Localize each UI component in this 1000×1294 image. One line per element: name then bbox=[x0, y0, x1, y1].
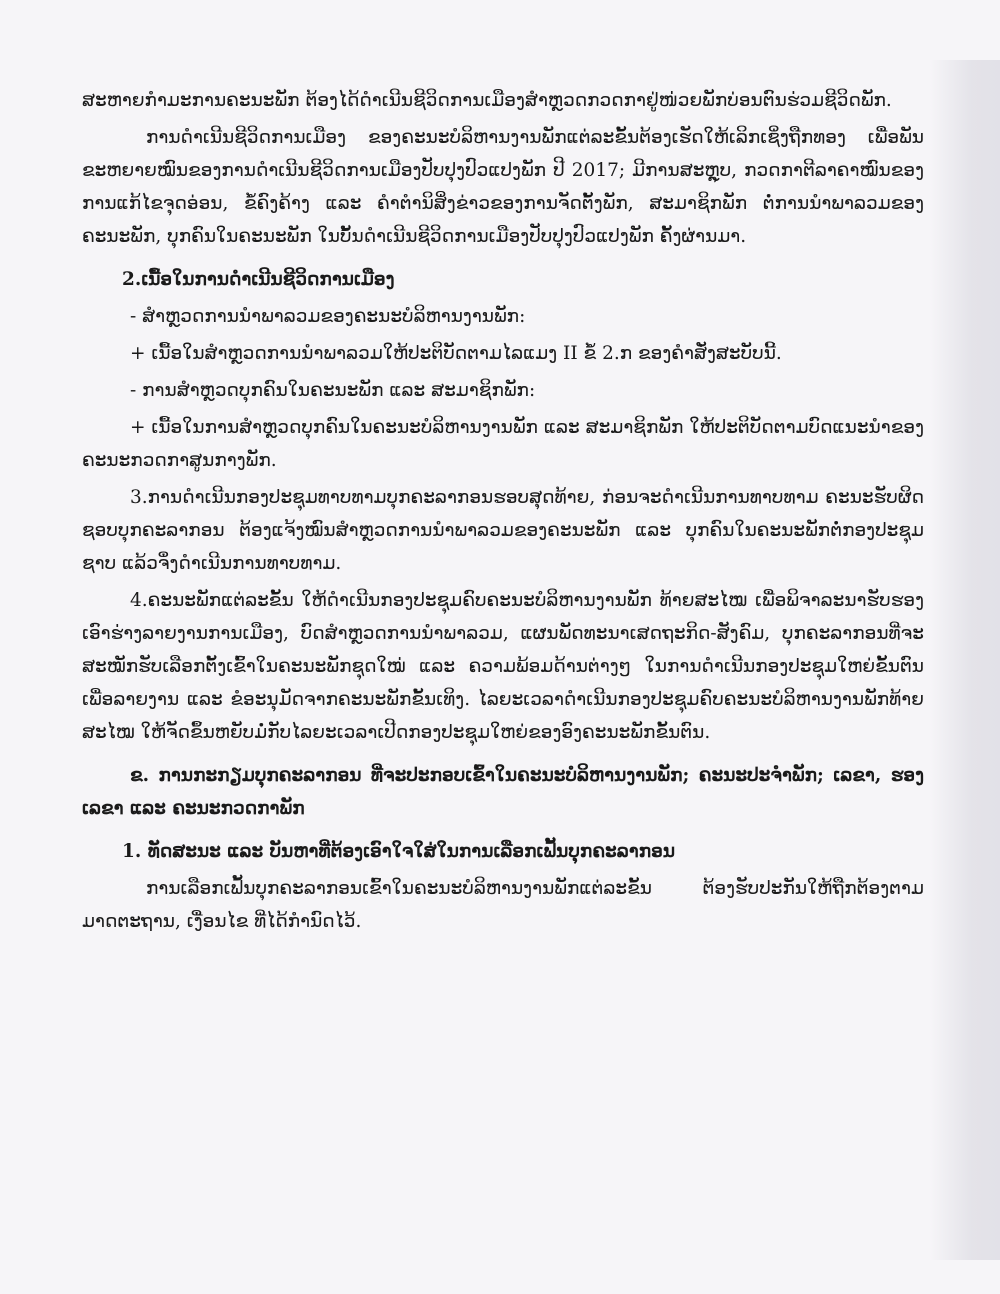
section-heading-kho: ຂ. ການກະກຽມບຸກຄະລາກອນ ທີ່ຈະປະກອບເຂົ້າໃນຄະນະບໍລິຫານງານພັກ; ຄະນະປະຈຳພັກ; ເລຂາ, ຮອງເລຂາ ແລະ ຄະນະກວດກາພັກ bbox=[82, 765, 924, 819]
scan-shadow-edge bbox=[930, 60, 1000, 1260]
list-item-2: + ເນື້ອໃນສຳຫຼວດການນຳພາລວມໃຫ້ປະຕິບັດຕາມໄລແມງ II ຂໍ້ 2.ກ ຂອງຄຳສັ່ງສະບັບນີ້. bbox=[130, 343, 782, 364]
paragraph-3: 3.ການດຳເນີນກອງປະຊຸມທາບທາມບຸກຄະລາກອນຮອບສຸດທ້າຍ, ກ່ອນຈະດຳເນີນການທາບທາມ ຄະນະຮັບຜິດຊອບບຸກຄະລາກອນ ຕ້ອງແຈ້ງໝົນສຳຫຼວດການນຳພາລວມຂອງຄະນະພັກ ແລະ ບຸກຄົນໃນຄະນະພັກຕໍ່ກອງປະຊຸມຊາບ ແລ້ວຈຶ່ງດຳເນີນການທາບທາມ. bbox=[82, 487, 924, 574]
document-body bbox=[82, 84, 924, 942]
list-item-3: - ການສຳຫຼວດບຸກຄົນໃນຄະນະພັກ ແລະ ສະມາຊິກພັກ: bbox=[130, 380, 536, 401]
paragraph-1: ສະຫາຍກຳມະການຄະນະພັກ ຕ້ອງໄດ້ດຳເນີນຊີວິດການເມືອງສຳຫຼວດກວດກາຢູ່ໜ່ວຍພັກບ່ອນຕົນຮ່ວມຊີວິດພັກ. bbox=[82, 90, 892, 111]
subsection-heading-1: 1. ທັດສະນະ ແລະ ບັນຫາທີ່ຕ້ອງເອົາໃຈໃສ່ໃນການເລືອກເຟັ້ນບຸກຄະລາກອນ bbox=[122, 841, 676, 862]
paragraph-4: 4.ຄະນະພັກແຕ່ລະຂັ້ນ ໃຫ້ດຳເນີນກອງປະຊຸມຄົບຄະນະບໍລິຫານງານພັກ ທ້າຍສະໄໝ ເພື່ອພິຈາລະນາຮັບຮອງເອົາຮ່າງລາຍງານການເມືອງ, ບົດສຳຫຼວດການນຳພາລວມ, ແຜນພັດທະນາເສດຖະກິດ-ສັງຄົມ, ບຸກຄະລາກອນທີ່ຈະສະໝັກຮັບເລືອກຕັ້ງເຂົ້າໃນຄະນະພັກຊຸດໃໝ່ ແລະ ຄວາມພ້ອມດ້ານຕ່າງໆ ໃນການດຳເນີນກອງປະຊຸມໃຫຍ່ຂັ້ນຕົນ ເພື່ອລາຍງານ ແລະ ຂໍອະນຸມັດຈາກຄະນະພັກຂັ້ນເທິງ. ໄລຍະເວລາດຳເນີນກອງປະຊຸມຄົບຄະນະບໍລິຫານງານພັກທ້າຍສະໄໝ ໃຫ້ຈັດຂຶ້ນຫຍັບມໍ່ກັບໄລຍະເວລາເປີດກອງປະຊຸມໃຫຍ່ຂອງອົງຄະນະພັກຂັ້ນຕົນ. bbox=[82, 590, 924, 743]
list-item-1: - ສຳຫຼວດການນຳພາລວມຂອງຄະນະບໍລິຫານງານພັກ: bbox=[130, 306, 526, 327]
list-item-4: + ເນື້ອໃນການສຳຫຼວດບຸກຄົນໃນຄະນະບໍລິຫານງານພັກ ແລະ ສະມາຊິກພັກ ໃຫ້ປະຕິບັດຕາມບົດແນະນຳຂອງຄະນະກວດກາສູນກາງພັກ. bbox=[82, 417, 924, 471]
paragraph-5: ການເລືອກເຟັ້ນບຸກຄະລາກອນເຂົ້າໃນຄະນະບໍລິຫານງານພັກແຕ່ລະຂັ້ນ ຕ້ອງຮັບປະກັນໃຫ້ຖືກຕ້ອງຕາມມາດຕະຖານ, ເງື່ອນໄຂ ທີ່ໄດ້ກຳນົດໄວ້. bbox=[82, 878, 924, 932]
section-heading-2: 2.ເນື້ອໃນການດຳເນີນຊີວິດການເມືອງ bbox=[122, 269, 395, 290]
paragraph-2: ການດຳເນີນຊີວິດການເມືອງ ຂອງຄະນະບໍລິຫານງານພັກແຕ່ລະຂັ້ນຕ້ອງເຮັດໃຫ້ເລິກເຊິ່ງຖືກທອງ ເພື່ອພັນຂະຫຍາຍໝົນຂອງການດຳເນີນຊີວິດການເມືອງປັບປຸງປົວແປງພັກ ປີ 2017; ມີການສະຫຼຸບ, ກວດກາຕີລາຄາໝົນຂອງການແກ້ໄຂຈຸດອ່ອນ, ຂໍ້ຄົງຄ້າງ ແລະ ຄຳຕຳນິສິ່ງຂ່າວຂອງການຈັດຕັ້ງພັກ, ສະມາຊິກພັກ ຕໍ່ການນຳພາລວມຂອງຄະນະພັກ, ບຸກຄົນໃນຄະນະພັກ ໃນບັ້ນດຳເນີນຊີວິດການເມືອງປັບປຸງປົວແປງພັກ ຄັ້ງຜ່ານມາ. bbox=[82, 127, 924, 247]
